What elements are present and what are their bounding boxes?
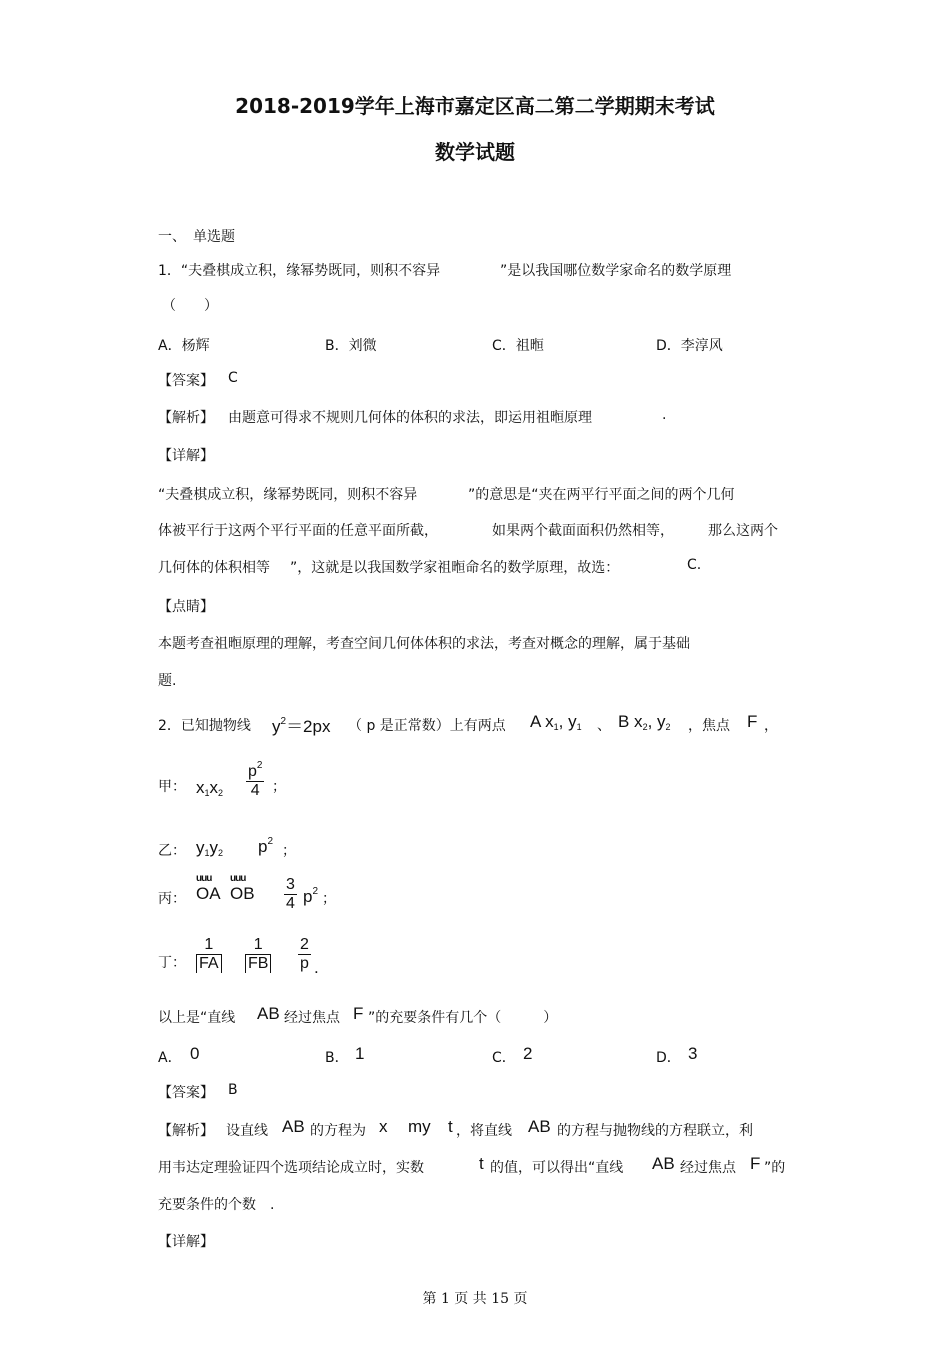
document-title: 2018-2019学年上海市嘉定区高二第二学期期末考试 [235, 94, 715, 118]
q2-analysis-2a: 用韦达定理验证四个选项结论成立时，实数 [158, 1160, 424, 1176]
q2-ask-a: 以上是“直线 [158, 1010, 236, 1026]
q2-ask-ab: AB [257, 1004, 280, 1023]
q2-separator: 、 [597, 718, 611, 734]
q2-analysis-ab-2: AB [528, 1117, 551, 1136]
q2-jia-expr: $x_1x_2$ [196, 778, 224, 798]
q1-detail-line3c: C. [687, 557, 702, 573]
q2-analysis-x: x [379, 1117, 388, 1136]
q2-option-b-label: B． [325, 1050, 349, 1066]
q2-yi-rhs: $p^2$ [258, 836, 274, 856]
q2-ding-fraction-3: 2 p [300, 936, 309, 972]
q2-point-a: A $x_1$, $y_1$ [530, 712, 582, 732]
q1-option-d: D．李淳风 [656, 338, 723, 354]
q2-yi-label: 乙： [158, 843, 186, 859]
q2-analysis-ab-3: AB [652, 1154, 675, 1173]
q2-analysis-2b: t [479, 1154, 484, 1173]
q2-point-b: B $x_2$, $y_2$ [618, 712, 671, 732]
q1-analysis-end: . [662, 407, 667, 423]
q1-stem-a: 1．“夫叠棋成立积，缘幂势既同，则积不容异 [158, 263, 441, 279]
q2-yi-semicolon: ； [282, 843, 296, 859]
q2-ding-fraction-1: 1 FA [196, 936, 222, 973]
section-heading: 一、 单选题 [158, 229, 235, 245]
q1-detail-line2c: 那么这两个 [708, 523, 778, 539]
q1-detail-line3b: ”，这就是以我国数学家祖暅命名的数学原理，故选： [290, 560, 620, 576]
q2-analysis-2d: 经过焦点 [680, 1160, 736, 1176]
q2-analysis-t: t [448, 1117, 453, 1136]
q1-option-c: C．祖暅 [492, 338, 544, 354]
q2-bing-p: $p^2$ [303, 886, 319, 906]
q1-detail-line2b: 如果两个截面面积仍然相等， [492, 523, 674, 539]
q2-bing-semicolon: ； [322, 891, 336, 907]
q1-comment-line1: 本题考查祖暅原理的理解，考查空间几何体体积的求法，考查对概念的理解，属于基础 [158, 636, 690, 652]
q2-bing-fraction: 3 4 [286, 876, 295, 912]
q2-ask-b: 经过焦点 [284, 1010, 340, 1026]
q2-stem-b: （ p 是正常数）上有两点 [348, 718, 506, 734]
q2-stem-a: 2．已知抛物线 [158, 718, 251, 734]
q2-answer-label: 【答案】 [158, 1085, 214, 1101]
q2-option-c-value: 2 [523, 1044, 533, 1063]
q1-option-b: B．刘微 [325, 338, 377, 354]
q1-answer-value: C [228, 370, 238, 386]
q2-bing-label: 丙： [158, 891, 186, 907]
q2-focus-f: F [747, 712, 758, 731]
q2-answer-value: B [228, 1082, 238, 1098]
q2-analysis-1b: 的方程为 [310, 1123, 366, 1139]
q1-option-a: A．杨辉 [158, 338, 210, 354]
q2-bing-vector-oa: uuu OA [196, 873, 221, 903]
q2-analysis-label: 【解析】 [158, 1123, 214, 1139]
q1-paren: （ ） [162, 298, 218, 314]
q2-analysis-2e: ”的 [764, 1160, 786, 1176]
q2-parabola-eq: $y^2=2px$ [272, 716, 331, 736]
q2-bing-vector-ob: uuu OB [230, 873, 255, 903]
q2-focus-text: ，焦点 [688, 718, 730, 734]
q1-analysis-label: 【解析】 [158, 410, 214, 426]
page-footer: 第 1 页 共 15 页 [422, 1291, 528, 1307]
q1-stem-b: ”是以我国哪位数学家命名的数学原理 [500, 263, 732, 279]
q1-detail-line3a: 几何体的体积相等 [158, 560, 270, 576]
q2-analysis-1a: 设直线 [226, 1123, 268, 1139]
q2-jia-semicolon: ； [272, 779, 286, 795]
q1-detail-label: 【详解】 [158, 448, 214, 464]
q2-jia-label: 甲： [158, 779, 186, 795]
q2-analysis-3: 充要条件的个数 . [158, 1197, 275, 1213]
q1-detail-line1b: ”的意思是“夹在两平行平面之间的两个几何 [468, 487, 735, 503]
q2-option-d-value: 3 [688, 1044, 698, 1063]
q2-analysis-my: my [408, 1117, 431, 1136]
q1-answer-label: 【答案】 [158, 373, 214, 389]
q2-option-b-value: 1 [355, 1044, 365, 1063]
q2-analysis-1d: 的方程与抛物线的方程联立，利 [557, 1123, 753, 1139]
q1-analysis-text: 由题意可得求不规则几何体的体积的求法，即运用祖暅原理 [228, 410, 592, 426]
q1-comment-line2: 题. [158, 673, 177, 689]
q2-ding-label: 丁： [158, 955, 186, 971]
q2-option-a-label: A． [158, 1050, 182, 1066]
q2-detail-label: 【详解】 [158, 1234, 214, 1250]
q2-analysis-2c: 的值，可以得出“直线 [490, 1160, 624, 1176]
q2-ask-f: F [353, 1004, 364, 1023]
q2-jia-fraction: $p^2$ 4 [248, 760, 263, 799]
q2-ask-c: ”的充要条件有几个（ ） [368, 1010, 558, 1026]
q2-yi-expr: $y_1y_2$ [196, 838, 224, 858]
q1-comment-label: 【点睛】 [158, 599, 214, 615]
q1-detail-line1a: “夫叠棋成立积，缘幂势既同，则积不容异 [158, 487, 418, 503]
q2-analysis-1c: ，将直线 [456, 1123, 512, 1139]
q1-detail-line2a: 体被平行于这两个平行平面的任意平面所截， [158, 523, 438, 539]
q2-ding-period: . [314, 958, 319, 977]
q2-analysis-ab-1: AB [282, 1117, 305, 1136]
q2-analysis-f: F [750, 1154, 761, 1173]
q2-option-c-label: C． [492, 1050, 516, 1066]
q2-option-d-label: D． [656, 1050, 681, 1066]
q2-ding-fraction-2: 1 FB [245, 936, 271, 973]
q2-option-a-value: 0 [190, 1044, 200, 1063]
document-subtitle: 数学试题 [435, 140, 515, 164]
q2-comma: ， [764, 718, 778, 734]
